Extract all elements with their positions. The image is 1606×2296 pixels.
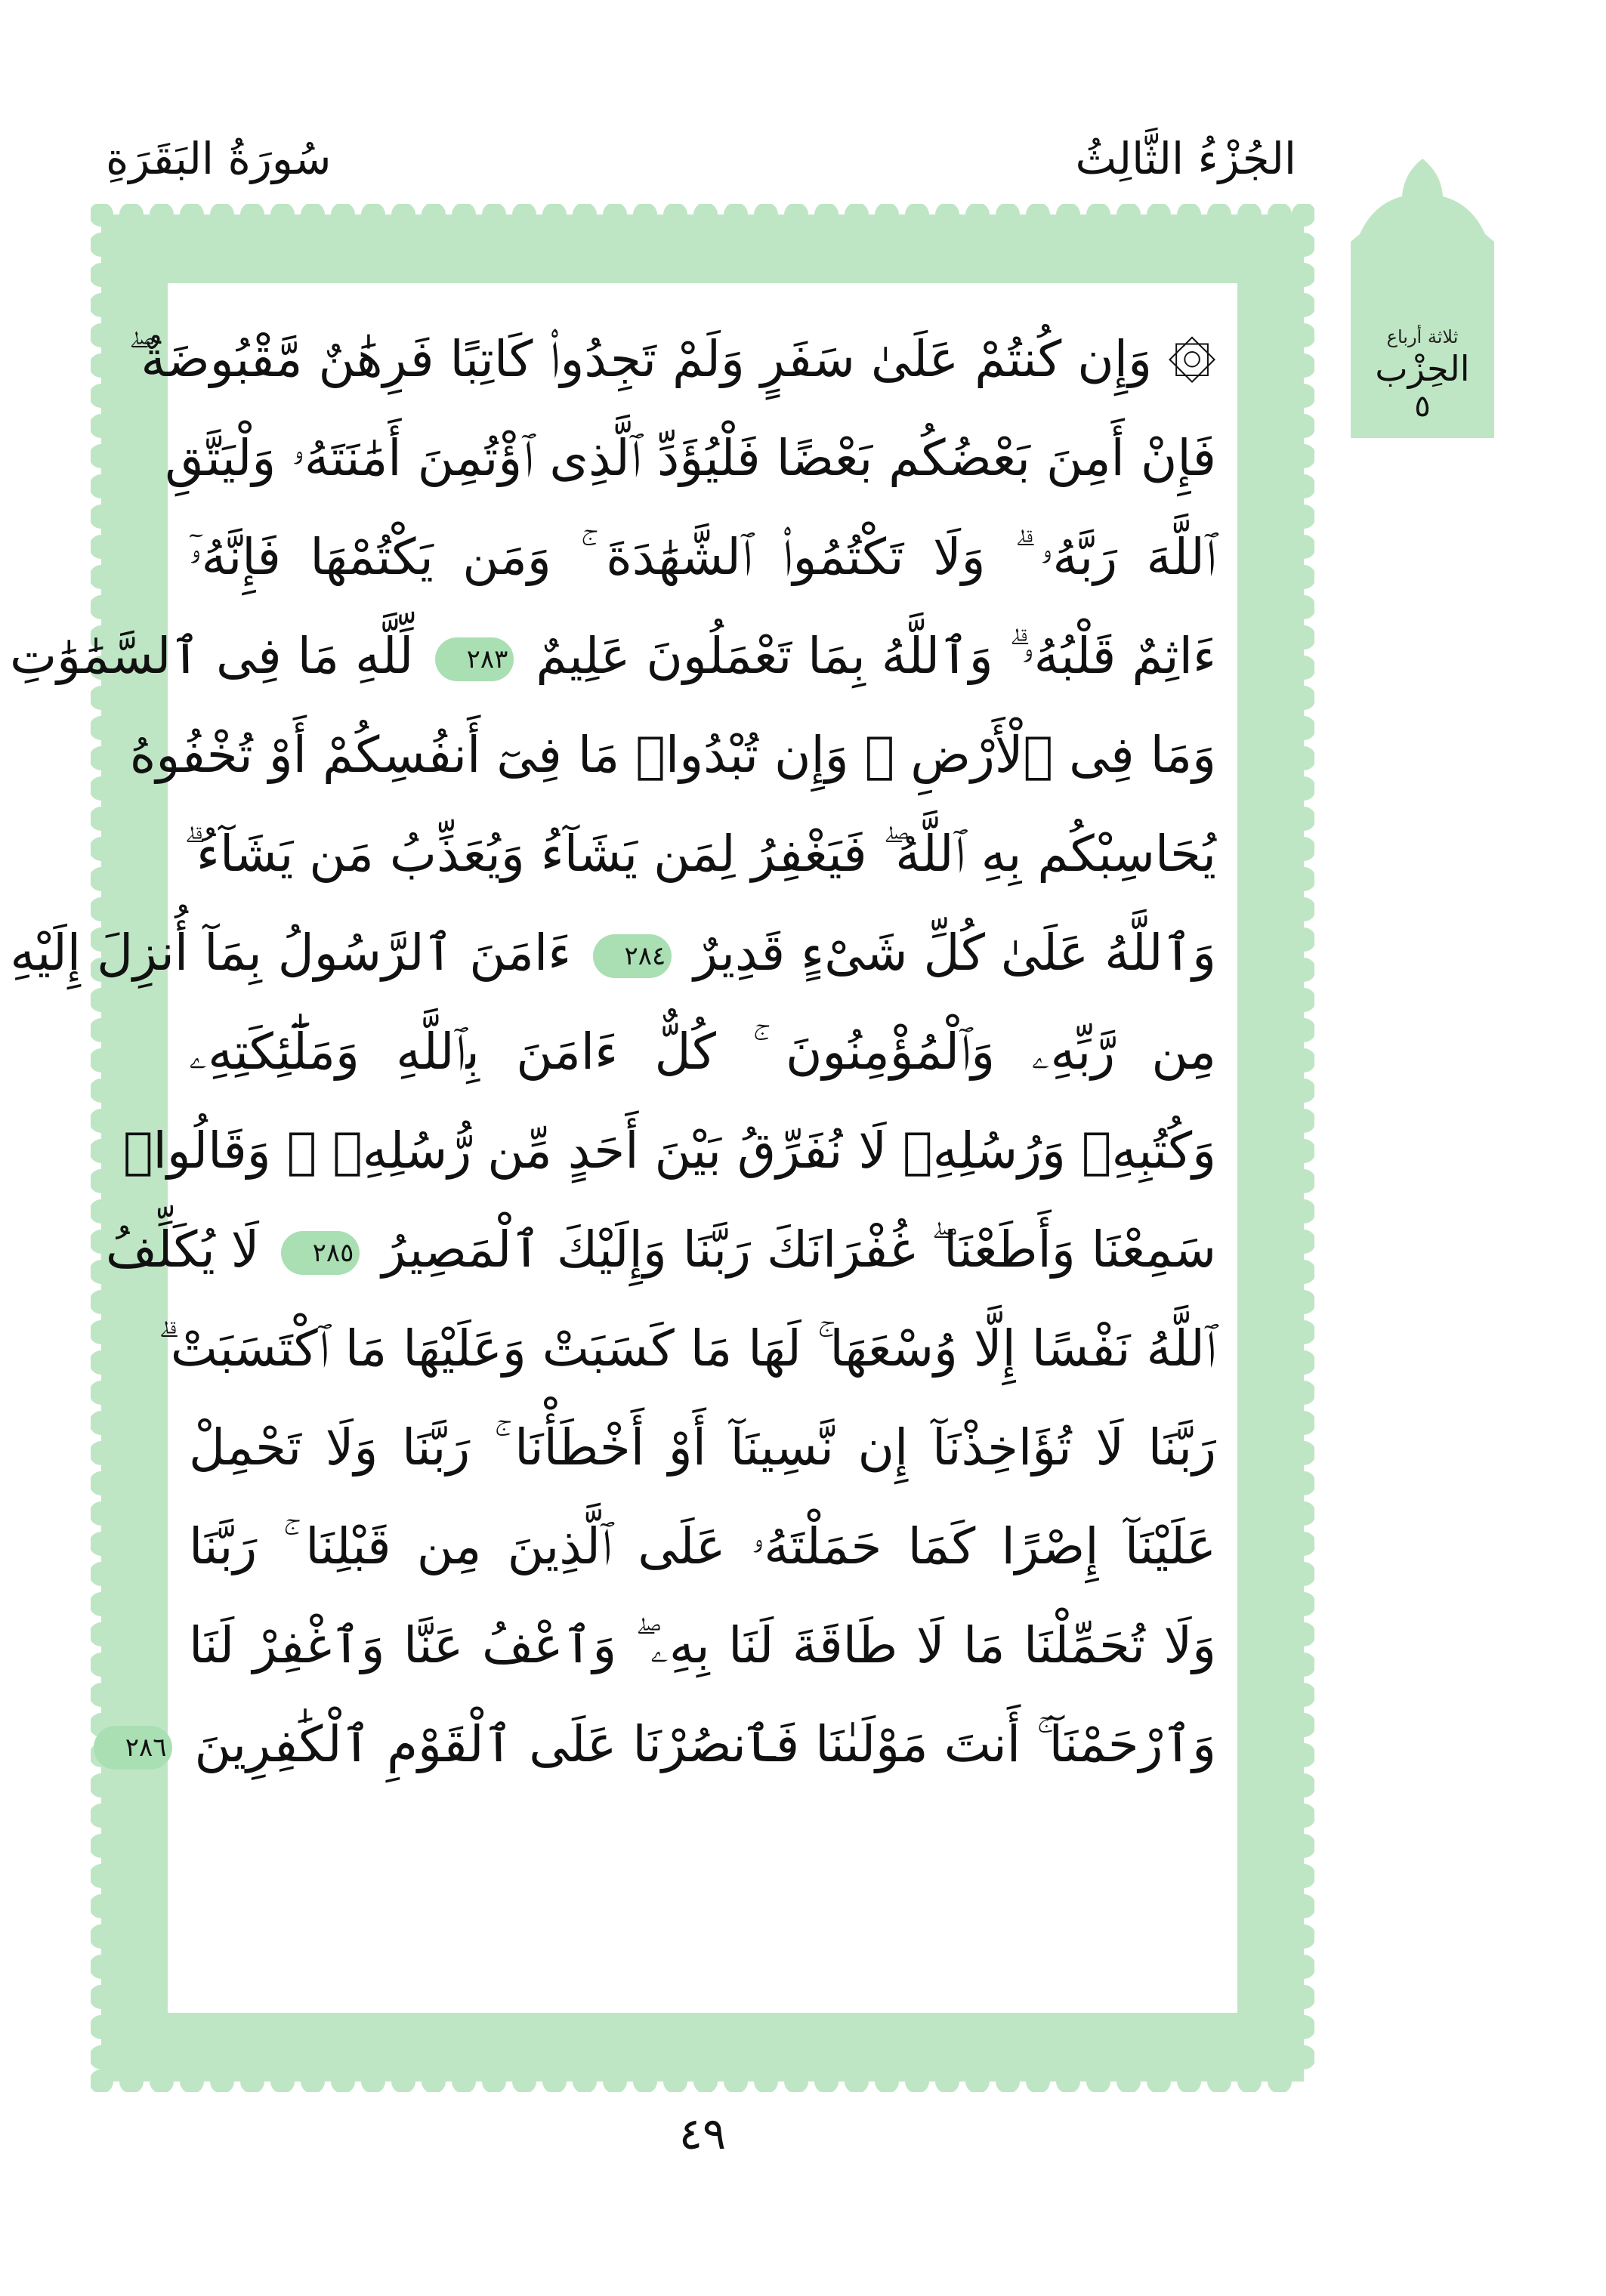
- ayah-number-badge: ٢٨٤: [593, 934, 672, 978]
- verse-text: وَٱرْحَمْنَآ ۚ أَنتَ مَوْلَىٰنَا فَٱنصُرْنَا عَلَى ٱلْقَوْمِ ٱلْكَٰفِرِينَ: [194, 1715, 1216, 1773]
- surah-title: سُورَةُ البَقَرَةِ: [106, 133, 332, 184]
- verse-text-continued: لَا يُكَلِّفُ: [105, 1221, 260, 1279]
- juz-title: الجُزْءُ الثَّالِثُ: [1075, 133, 1296, 184]
- verse-line: [122, 1101, 1216, 1200]
- verse-line: [189, 1596, 1216, 1695]
- ayah-number-badge: ٢٨٣: [435, 637, 514, 681]
- verse-lines: [10, 310, 1216, 1994]
- verse-text: مِن رَّبِّهِۦ وَٱلْمُؤْمِنُونَ ۚ كُلٌّ ءَامَنَ بِٱللَّهِ وَمَلَٰٓئِكَتِهِۦ: [189, 1023, 1216, 1081]
- verse-line: [105, 1200, 1216, 1299]
- verse-line: [189, 1002, 1216, 1101]
- verse-text-continued: ءَامَنَ ٱلرَّسُولُ بِمَآ أُنزِلَ إِلَيْهِ: [10, 924, 572, 982]
- verse-line: [165, 409, 1216, 508]
- ayah-number-badge: ٢٨٥: [281, 1231, 360, 1275]
- hizb-number: ٥: [1414, 389, 1431, 424]
- verse-text: ٱللَّهُ نَفْسًا إِلَّا وُسْعَهَا ۚ لَهَا مَا كَسَبَتْ وَعَلَيْهَا مَا ٱكْتَسَبَتْ ۗ: [158, 1319, 1216, 1378]
- verse-text: رَبَّنَا لَا تُؤَاخِذْنَآ إِن نَّسِينَآ أَوْ أَخْطَأْنَا ۚ رَبَّنَا وَلَا تَحْمِلْ: [189, 1418, 1216, 1477]
- hizb-quarter-label: ثلاثة أرباع: [1386, 326, 1459, 347]
- verse-line: [125, 1695, 1216, 1794]
- verse-text: عَلَيْنَآ إِصْرًا كَمَا حَمَلْتَهُۥ عَلَى ٱلَّذِينَ مِن قَبْلِنَا ۚ رَبَّنَا: [189, 1517, 1216, 1575]
- verse-line: [158, 1299, 1216, 1398]
- verse-text: ۞ وَإِن كُنتُمْ عَلَىٰ سَفَرٍ وَلَمْ تَجِدُوا۟ كَاتِبًا فَرِهَٰنٌ مَّقْبُوضَةٌ ۖ: [128, 330, 1216, 388]
- verse-text: ٱللَّهَ رَبَّهُۥ ۗ وَلَا تَكْتُمُوا۟ ٱلشَّهَٰدَةَ ۚ وَمَن يَكْتُمْهَا فَإِنَّهُۥٓ: [189, 528, 1216, 586]
- verse-text: يُحَاسِبْكُم بِهِ ٱللَّهُ ۖ فَيَغْفِرُ لِمَن يَشَآءُ وَيُعَذِّبُ مَن يَشَآءُ ۗ: [184, 825, 1216, 883]
- verse-line: [189, 1398, 1216, 1497]
- verse-text: ءَاثِمٌ قَلْبُهُۥ ۗ وَٱللَّهُ بِمَا تَعْمَلُونَ عَلِيمٌ: [536, 627, 1216, 685]
- verse-text-continued: لِّلَّهِ مَا فِى ٱلسَّمَٰوَٰتِ: [10, 627, 414, 685]
- verse-text: وَمَا فِى ٱلْأَرْضِ ۗ وَإِن تُبْدُوا۟ مَا فِىٓ أَنفُسِكُمْ أَوْ تُخْفُوهُ: [129, 726, 1216, 784]
- verse-text: وَٱللَّهُ عَلَىٰ كُلِّ شَىْءٍ قَدِيرٌ: [693, 924, 1216, 982]
- hizb-label: الحِزْب: [1375, 348, 1470, 389]
- verse-text: سَمِعْنَا وَأَطَعْنَا ۖ غُفْرَانَكَ رَبَّنَا وَإِلَيْكَ ٱلْمَصِيرُ: [381, 1221, 1216, 1279]
- verse-text: وَلَا تُحَمِّلْنَا مَا لَا طَاقَةَ لَنَا بِهِۦ ۖ وَٱعْفُ عَنَّا وَٱغْفِرْ لَنَا: [189, 1616, 1216, 1674]
- verse-line: [10, 903, 1216, 1002]
- verse-line: [184, 804, 1216, 903]
- verse-line: [189, 1497, 1216, 1596]
- verse-line: [10, 606, 1216, 705]
- page-number: ٤٩: [678, 2108, 727, 2159]
- verse-text: فَإِنْ أَمِنَ بَعْضُكُم بَعْضًا فَلْيُؤَدِّ ٱلَّذِى ٱؤْتُمِنَ أَمَٰنَتَهُۥ وَلْيَتَّقِ: [165, 429, 1216, 487]
- ayah-number-badge: ٢٨٦: [94, 1726, 172, 1770]
- verse-line: [129, 705, 1216, 804]
- verse-text: وَكُتُبِهِۦ وَرُسُلِهِۦ لَا نُفَرِّقُ بَيْنَ أَحَدٍ مِّن رُّسُلِهِۦ ۚ وَقَالُوا۟: [122, 1122, 1216, 1180]
- verse-line: [189, 508, 1216, 606]
- verse-line: [128, 310, 1216, 409]
